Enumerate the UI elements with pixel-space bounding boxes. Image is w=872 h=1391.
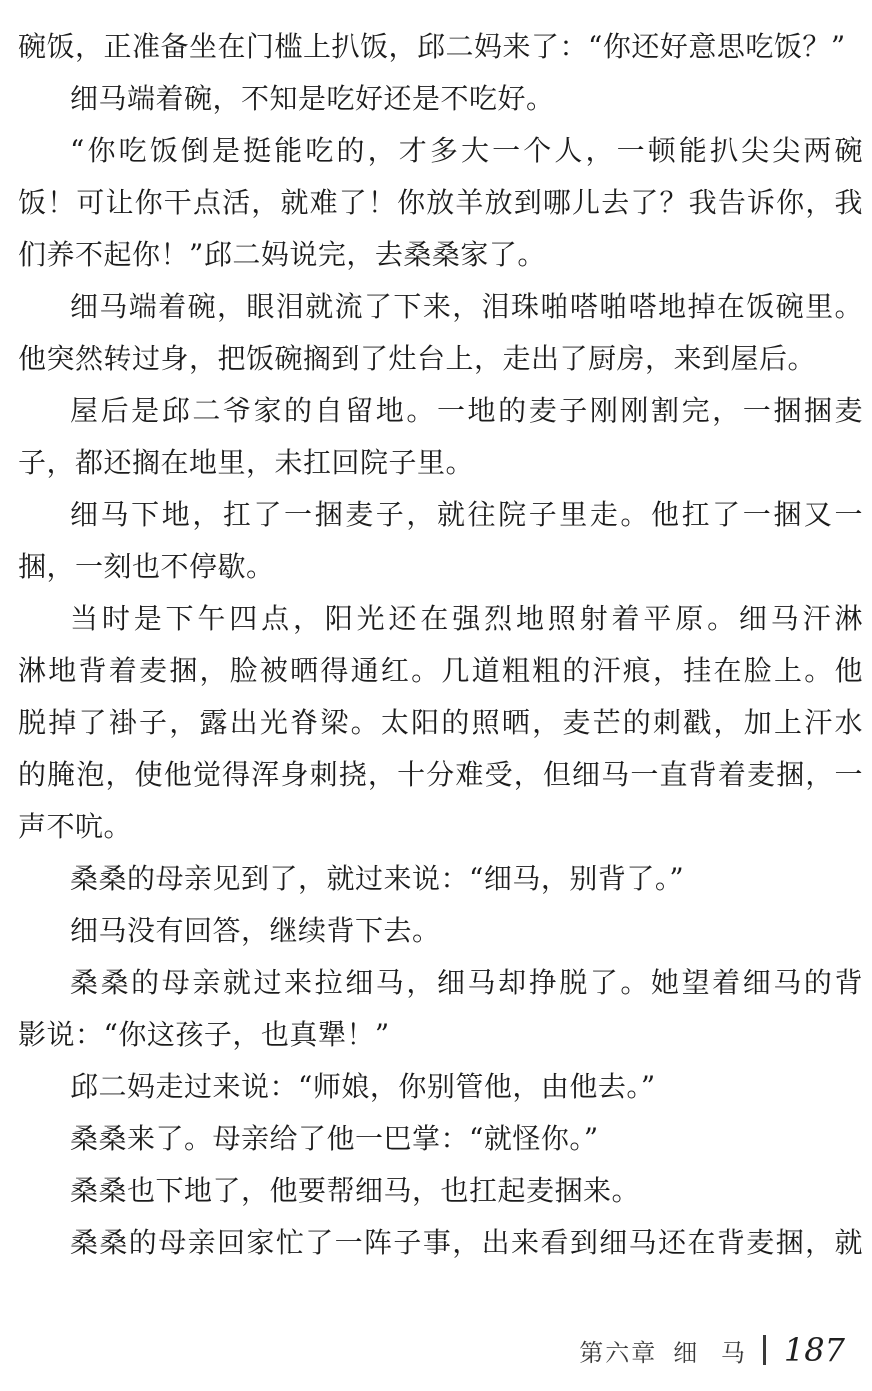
text-line: 们养不起你！”邱二妈说完，去桑桑家了。 (18, 238, 546, 271)
text-line: 桑桑也下地了，他要帮细马，也扛起麦捆来。 (70, 1174, 641, 1207)
text-line: 淋地背着麦捆，脸被晒得通红。几道粗粗的汗痕，挂在脸上。他 (18, 654, 863, 687)
text-line: 桑桑的母亲就过来拉细马，细马却挣脱了。她望着细马的背 (70, 966, 863, 999)
text-line: 捆，一刻也不停歇。 (18, 550, 275, 583)
text-line: 饭！可让你干点活，就难了！你放羊放到哪儿去了？我告诉你，我 (18, 186, 863, 219)
text-line: 细马下地，扛了一捆麦子，就往院子里走。他扛了一捆又一 (70, 498, 863, 531)
text-line: 桑桑的母亲见到了，就过来说：“细马，别背了。” (70, 862, 685, 895)
footer-section-title: 细 马 (673, 1338, 753, 1367)
page-footer (579, 1332, 845, 1368)
text-line: 细马端着碗，眼泪就流了下来，泪珠啪嗒啪嗒地掉在饭碗里。 (70, 290, 863, 323)
text-line: 的腌泡，使他觉得浑身刺挠，十分难受，但细马一直背着麦捆，一 (18, 758, 863, 791)
text-line: 细马没有回答，继续背下去。 (70, 914, 441, 947)
text-line: 影说：“你这孩子，也真犟！” (18, 1018, 390, 1051)
text-line: 桑桑的母亲回家忙了一阵子事，出来看到细马还在背麦捆，就 (70, 1226, 863, 1259)
text-line: 脱掉了褂子，露出光脊梁。太阳的照晒，麦芒的刺戳，加上汗水 (18, 706, 863, 739)
footer-divider (763, 1335, 766, 1365)
text-line: 邱二妈走过来说：“师娘，你别管他，由他去。” (70, 1070, 656, 1103)
text-line: 屋后是邱二爷家的自留地。一地的麦子刚刚割完，一捆捆麦 (70, 394, 863, 427)
text-line: 声不吭。 (18, 810, 133, 843)
footer-chapter-label: 第六章 (579, 1338, 658, 1367)
text-line: 细马端着碗，不知是吃好还是不吃好。 (70, 82, 555, 115)
text-line: 当时是下午四点，阳光还在强烈地照射着平原。细马汗淋 (70, 602, 863, 635)
page-text (18, 21, 863, 1269)
text-line: 子，都还搁在地里，未扛回院子里。 (18, 446, 475, 479)
text-line: 碗饭，正准备坐在门槛上扒饭，邱二妈来了：“你还好意思吃饭？” (18, 30, 846, 63)
text-line: “你吃饭倒是挺能吃的，才多大一个人，一顿能扒尖尖两碗 (70, 134, 863, 167)
text-line: 桑桑来了。母亲给了他一巴掌：“就怪你。” (70, 1122, 599, 1155)
footer-page-number: 187 (783, 1331, 845, 1369)
text-line: 他突然转过身，把饭碗搁到了灶台上，走出了厨房，来到屋后。 (18, 342, 817, 375)
